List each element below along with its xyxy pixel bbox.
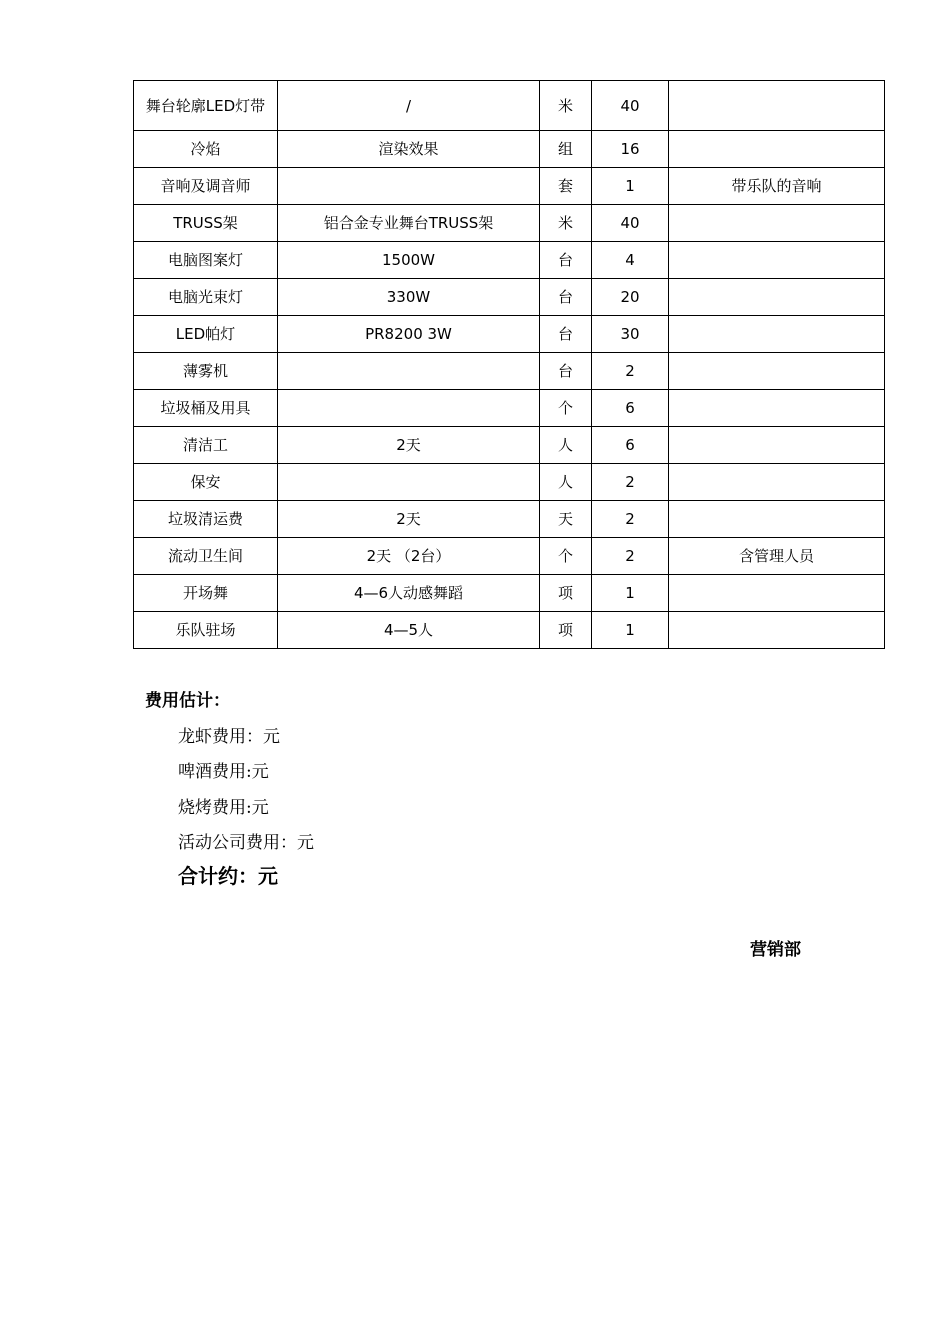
department-signature: 营销部 — [750, 940, 801, 960]
remark-cell — [669, 131, 885, 168]
item-name-cell: 电脑图案灯 — [134, 242, 278, 279]
cost-total: 合计约：元 — [178, 864, 278, 888]
spec-cell: 1500W — [278, 242, 540, 279]
remark-cell: 含管理人员 — [669, 538, 885, 575]
remark-cell — [669, 390, 885, 427]
unit-cell: 米 — [540, 205, 592, 242]
table-row — [134, 81, 885, 131]
remark-cell — [669, 242, 885, 279]
unit-cell: 组 — [540, 131, 592, 168]
cost-line-event-company: 活动公司费用：元 — [178, 833, 314, 853]
unit-cell: 台 — [540, 242, 592, 279]
unit-cell: 台 — [540, 316, 592, 353]
item-name-cell: 保安 — [134, 464, 278, 501]
remark-cell: 带乐队的音响 — [669, 168, 885, 205]
item-name-cell: TRUSS架 — [134, 205, 278, 242]
table-row — [134, 612, 885, 649]
quantity-cell: 4 — [592, 242, 669, 279]
spec-cell: 330W — [278, 279, 540, 316]
table-row — [134, 501, 885, 538]
quantity-cell: 6 — [592, 390, 669, 427]
item-name-cell: LED帕灯 — [134, 316, 278, 353]
remark-cell — [669, 575, 885, 612]
remark-cell — [669, 501, 885, 538]
item-name-cell: 冷焰 — [134, 131, 278, 168]
unit-cell: 项 — [540, 612, 592, 649]
equipment-table — [133, 80, 885, 649]
unit-cell: 天 — [540, 501, 592, 538]
quantity-cell: 1 — [592, 575, 669, 612]
table-row — [134, 353, 885, 390]
remark-cell — [669, 464, 885, 501]
quantity-cell: 2 — [592, 464, 669, 501]
unit-cell: 项 — [540, 575, 592, 612]
spec-cell: / — [278, 81, 540, 131]
spec-cell: 2天 （2台） — [278, 538, 540, 575]
remark-cell — [669, 81, 885, 131]
spec-cell: 4—5人 — [278, 612, 540, 649]
table-row — [134, 464, 885, 501]
quantity-cell: 2 — [592, 353, 669, 390]
spec-cell: 铝合金专业舞台TRUSS架 — [278, 205, 540, 242]
table-row — [134, 242, 885, 279]
unit-cell: 米 — [540, 81, 592, 131]
quantity-cell: 40 — [592, 81, 669, 131]
unit-cell: 台 — [540, 279, 592, 316]
cost-line-beer: 啤酒费用:元 — [178, 762, 269, 782]
item-name-cell: 垃圾桶及用具 — [134, 390, 278, 427]
item-name-cell: 清洁工 — [134, 427, 278, 464]
item-name-cell: 乐队驻场 — [134, 612, 278, 649]
equipment-table-body — [134, 81, 885, 649]
cost-estimate-title: 费用估计： — [145, 691, 230, 711]
cost-line-lobster: 龙虾费用：元 — [178, 727, 280, 747]
quantity-cell: 1 — [592, 612, 669, 649]
unit-cell: 套 — [540, 168, 592, 205]
spec-cell: 2天 — [278, 427, 540, 464]
spec-cell — [278, 353, 540, 390]
remark-cell — [669, 279, 885, 316]
table-row — [134, 168, 885, 205]
remark-cell — [669, 427, 885, 464]
table-row — [134, 316, 885, 353]
item-name-cell: 电脑光束灯 — [134, 279, 278, 316]
item-name-cell: 流动卫生间 — [134, 538, 278, 575]
spec-cell: 渲染效果 — [278, 131, 540, 168]
quantity-cell: 20 — [592, 279, 669, 316]
unit-cell: 个 — [540, 390, 592, 427]
unit-cell: 台 — [540, 353, 592, 390]
item-name-cell: 薄雾机 — [134, 353, 278, 390]
remark-cell — [669, 612, 885, 649]
spec-cell — [278, 464, 540, 501]
remark-cell — [669, 316, 885, 353]
spec-cell: PR8200 3W — [278, 316, 540, 353]
unit-cell: 个 — [540, 538, 592, 575]
quantity-cell: 16 — [592, 131, 669, 168]
item-name-cell: 音响及调音师 — [134, 168, 278, 205]
quantity-cell: 2 — [592, 501, 669, 538]
quantity-cell: 40 — [592, 205, 669, 242]
item-name-cell: 垃圾清运费 — [134, 501, 278, 538]
table-row — [134, 279, 885, 316]
spec-cell: 2天 — [278, 501, 540, 538]
quantity-cell: 30 — [592, 316, 669, 353]
table-row — [134, 131, 885, 168]
quantity-cell: 6 — [592, 427, 669, 464]
spec-cell — [278, 168, 540, 205]
unit-cell: 人 — [540, 427, 592, 464]
unit-cell: 人 — [540, 464, 592, 501]
table-row — [134, 575, 885, 612]
item-name-cell: 开场舞 — [134, 575, 278, 612]
table-row — [134, 390, 885, 427]
quantity-cell: 1 — [592, 168, 669, 205]
quantity-cell: 2 — [592, 538, 669, 575]
remark-cell — [669, 353, 885, 390]
table-row — [134, 205, 885, 242]
table-row — [134, 538, 885, 575]
cost-line-barbecue: 烧烤费用:元 — [178, 798, 269, 818]
item-name-cell: 舞台轮廓LED灯带 — [134, 81, 278, 131]
spec-cell — [278, 390, 540, 427]
table-row — [134, 427, 885, 464]
spec-cell: 4—6人动感舞蹈 — [278, 575, 540, 612]
remark-cell — [669, 205, 885, 242]
